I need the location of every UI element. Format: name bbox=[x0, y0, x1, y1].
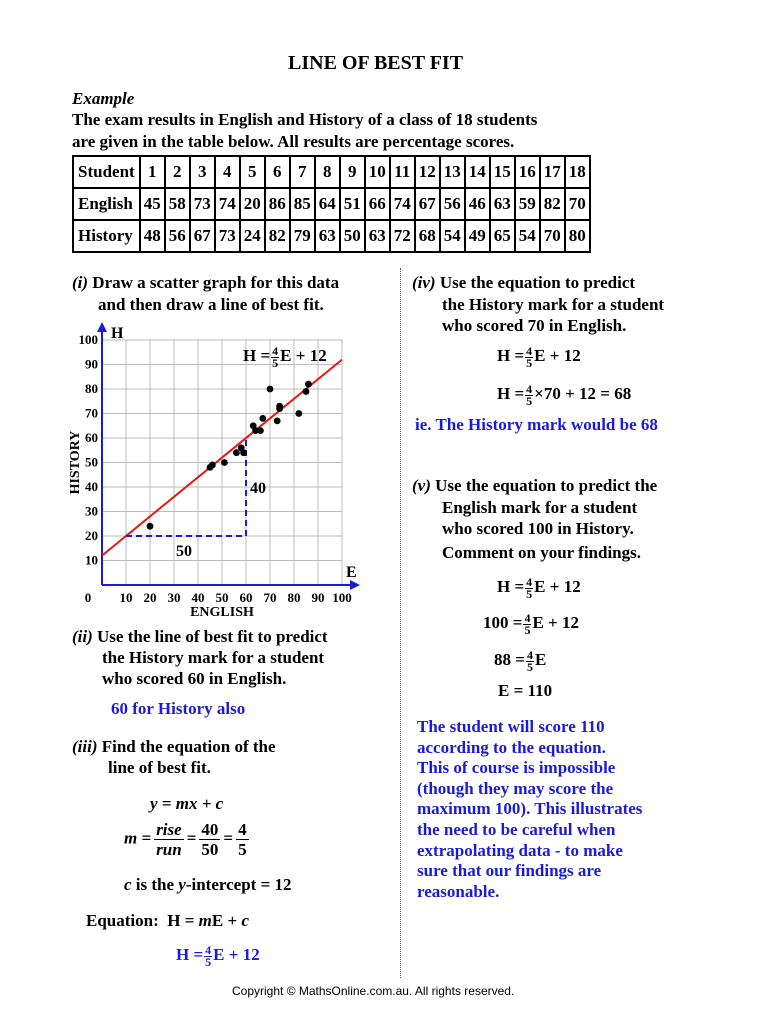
x-tick-label: 30 bbox=[167, 590, 181, 605]
data-point bbox=[233, 449, 240, 456]
intercept-value: -intercept = 12 bbox=[185, 875, 292, 894]
results-table bbox=[72, 155, 591, 253]
table-row-english bbox=[73, 188, 590, 220]
gradient-num-40: 40 bbox=[201, 820, 219, 839]
y-axis-arrow bbox=[97, 322, 107, 332]
data-point bbox=[240, 449, 247, 456]
y-axis-label: HISTORY bbox=[68, 430, 83, 495]
x-tick-label: 80 bbox=[287, 590, 301, 605]
table-cell-english: 85 bbox=[290, 188, 315, 220]
data-point bbox=[209, 462, 216, 469]
part-iii-label: (iii) bbox=[72, 737, 98, 756]
table-cell-english: 59 bbox=[515, 188, 540, 220]
x-tick-label: 100 bbox=[332, 590, 352, 605]
rise-label: 40 bbox=[250, 480, 266, 497]
table-cell-english: 66 bbox=[365, 188, 390, 220]
table-cell-student: 18 bbox=[565, 156, 590, 188]
table-cell-english: 51 bbox=[340, 188, 365, 220]
table-cell-student: 12 bbox=[415, 156, 440, 188]
v-eq3-den: 5 bbox=[526, 659, 533, 674]
run-label: run bbox=[156, 840, 182, 859]
part-v-comment bbox=[417, 717, 717, 902]
part-v-line-3: who scored 100 in History. bbox=[442, 519, 634, 538]
data-point bbox=[305, 381, 312, 388]
v-eq3-rhs: E bbox=[534, 650, 547, 669]
table-cell-english: 74 bbox=[390, 188, 415, 220]
part-iv-label: (iv) bbox=[412, 273, 436, 292]
row-label-student: Student bbox=[73, 156, 140, 188]
part-v-line-2: English mark for a student bbox=[442, 498, 638, 517]
chart-eq-rhs: E + 12 bbox=[280, 346, 327, 365]
gradient-den-5: 5 bbox=[238, 840, 247, 859]
v-eq1-num: 4 bbox=[526, 574, 533, 589]
part-i-label: (i) bbox=[72, 273, 89, 292]
part-v-eq-4: E = 110 bbox=[498, 681, 553, 700]
intercept-mid: is the bbox=[131, 875, 179, 894]
data-point bbox=[274, 417, 281, 424]
data-point bbox=[257, 427, 264, 434]
chart-eq-den: 5 bbox=[272, 355, 279, 370]
table-row-history bbox=[73, 220, 590, 252]
table-cell-student: 7 bbox=[290, 156, 315, 188]
part-iii-line-1: Find the equation of the bbox=[101, 737, 276, 756]
part-iv-eq-1 bbox=[497, 345, 581, 369]
x-axis-label: ENGLISH bbox=[190, 605, 254, 620]
chart-eq-lhs: H = bbox=[243, 346, 271, 365]
table-cell-english: 63 bbox=[490, 188, 515, 220]
equation-m: m bbox=[198, 911, 212, 930]
intro-line-2: are given in the table below. All results are percentage scores. bbox=[72, 132, 515, 151]
data-point bbox=[276, 405, 283, 412]
v-eq1-lhs: H = bbox=[497, 577, 525, 596]
row-label-english: English bbox=[73, 188, 140, 220]
y-tick-label: 70 bbox=[85, 405, 98, 421]
scatter-chart bbox=[66, 310, 396, 620]
x-tick-label: 0 bbox=[84, 590, 92, 605]
v-eq2-rhs: E + 12 bbox=[532, 613, 579, 632]
y-axis-letter: H bbox=[111, 325, 124, 342]
v-eq3-lhs: 88 = bbox=[494, 650, 525, 669]
page-title: LINE OF BEST FIT bbox=[288, 52, 464, 74]
y-tick-label: 30 bbox=[85, 503, 98, 519]
v-eq2-num: 4 bbox=[524, 610, 531, 625]
y-tick-label: 90 bbox=[85, 356, 98, 372]
comment-line: reasonable. bbox=[417, 881, 500, 901]
table-cell-english: 67 bbox=[415, 188, 440, 220]
intro-line-1: The exam results in English and History of a class of 18 students bbox=[72, 110, 538, 129]
part-ii-line-1: Use the line of best fit to predict bbox=[97, 627, 328, 646]
part-iv-line-1: Use the equation to predict bbox=[439, 273, 636, 292]
x-tick-label: 10 bbox=[119, 590, 133, 605]
example-label: Example bbox=[72, 89, 135, 108]
table-cell-student: 16 bbox=[515, 156, 540, 188]
iv-eq2-num: 4 bbox=[526, 381, 533, 396]
comment-line: the need to be careful when bbox=[417, 819, 616, 839]
iv-eq1-den: 5 bbox=[526, 355, 533, 370]
table-cell-english: 73 bbox=[190, 188, 215, 220]
final-eq-num: 4 bbox=[205, 942, 212, 957]
table-cell-history: 72 bbox=[390, 220, 415, 252]
x-tick-label: 20 bbox=[143, 590, 157, 605]
iv-eq2-lhs: H = bbox=[497, 384, 525, 403]
part-v-eq-2 bbox=[483, 612, 579, 636]
iv-eq2-den: 5 bbox=[526, 393, 533, 408]
x-tick-label: 50 bbox=[215, 590, 229, 605]
chart-equation-label bbox=[243, 345, 327, 369]
v-eq1-rhs: E + 12 bbox=[534, 577, 581, 596]
data-point bbox=[147, 523, 154, 530]
equation-c: c bbox=[241, 911, 249, 930]
table-cell-english: 58 bbox=[165, 188, 190, 220]
comment-line: This of course is impossible bbox=[417, 758, 616, 778]
table-cell-history: 70 bbox=[540, 220, 565, 252]
table-cell-student: 14 bbox=[465, 156, 490, 188]
comment-line: sure that our findings are bbox=[417, 861, 602, 881]
table-cell-history: 67 bbox=[190, 220, 215, 252]
part-iii-question bbox=[72, 736, 276, 757]
run-label: 50 bbox=[176, 543, 192, 560]
table-cell-history: 82 bbox=[265, 220, 290, 252]
comment-line: according to the equation. bbox=[417, 737, 606, 757]
part-ii-answer: 60 for History also bbox=[111, 699, 246, 718]
table-cell-english: 46 bbox=[465, 188, 490, 220]
y-tick-label: 100 bbox=[78, 332, 98, 347]
x-axis-letter: E bbox=[346, 564, 357, 581]
data-point bbox=[221, 459, 228, 466]
equation-mid: E + bbox=[211, 911, 242, 930]
part-i-question bbox=[72, 272, 339, 293]
comment-line: (though they may score the bbox=[417, 778, 614, 798]
y-tick-label: 80 bbox=[85, 381, 98, 396]
data-point bbox=[295, 410, 302, 417]
intercept-y: y bbox=[178, 875, 186, 894]
part-v-label: (v) bbox=[412, 476, 431, 495]
v-eq2-den: 5 bbox=[524, 622, 531, 637]
table-cell-history: 50 bbox=[340, 220, 365, 252]
table-cell-history: 79 bbox=[290, 220, 315, 252]
table-cell-english: 45 bbox=[140, 188, 165, 220]
table-cell-student: 3 bbox=[190, 156, 215, 188]
part-iv-line-3: who scored 70 in English. bbox=[442, 316, 627, 335]
table-cell-student: 15 bbox=[490, 156, 515, 188]
column-divider bbox=[400, 268, 401, 978]
table-cell-student: 4 bbox=[215, 156, 240, 188]
part-v-question bbox=[412, 475, 657, 496]
table-cell-student: 5 bbox=[240, 156, 265, 188]
table-cell-student: 6 bbox=[265, 156, 290, 188]
data-point bbox=[303, 388, 310, 395]
x-tick-label: 60 bbox=[239, 590, 253, 605]
table-cell-english: 56 bbox=[440, 188, 465, 220]
table-cell-history: 63 bbox=[315, 220, 340, 252]
gradient-den-50: 50 bbox=[201, 840, 219, 859]
part-ii-label: (ii) bbox=[72, 627, 93, 646]
gradient-num-4: 4 bbox=[238, 820, 247, 839]
part-i-line-1: Draw a scatter graph for this data bbox=[92, 273, 340, 292]
part-ii-line-3: who scored 60 in English. bbox=[102, 669, 287, 688]
table-cell-english: 82 bbox=[540, 188, 565, 220]
table-cell-student: 17 bbox=[540, 156, 565, 188]
table-cell-student: 13 bbox=[440, 156, 465, 188]
part-iv-question bbox=[412, 272, 635, 293]
comment-line: maximum 100). This illustrates bbox=[417, 799, 643, 819]
table-cell-english: 64 bbox=[315, 188, 340, 220]
table-cell-history: 63 bbox=[365, 220, 390, 252]
y-tick-label: 10 bbox=[85, 552, 98, 568]
part-iv-eq-2 bbox=[497, 383, 631, 407]
y-tick-label: 20 bbox=[85, 528, 98, 543]
table-cell-student: 11 bbox=[390, 156, 415, 188]
comment-line: The student will score 110 bbox=[417, 717, 605, 736]
table-cell-student: 9 bbox=[340, 156, 365, 188]
part-ii-question bbox=[72, 626, 328, 647]
table-cell-english: 20 bbox=[240, 188, 265, 220]
y-tick-label: 40 bbox=[85, 479, 98, 494]
table-cell-history: 54 bbox=[515, 220, 540, 252]
final-eq-den: 5 bbox=[205, 954, 212, 969]
table-row-student bbox=[73, 156, 590, 188]
table-cell-student: 1 bbox=[140, 156, 165, 188]
row-label-history: History bbox=[73, 220, 140, 252]
part-iii-line-2: line of best fit. bbox=[108, 758, 211, 777]
final-eq-lhs: H = bbox=[176, 945, 204, 964]
v-eq1-den: 5 bbox=[526, 586, 533, 601]
x-axis-arrow bbox=[350, 580, 360, 590]
intercept-c: c bbox=[124, 875, 132, 894]
copyright-footer: Copyright © MathsOnline.com.au. All rights reserved. bbox=[232, 984, 515, 998]
v-eq3-num: 4 bbox=[526, 647, 533, 662]
part-v-line-4: Comment on your findings. bbox=[442, 543, 641, 562]
table-cell-english: 74 bbox=[215, 188, 240, 220]
table-cell-history: 56 bbox=[165, 220, 190, 252]
table-cell-history: 65 bbox=[490, 220, 515, 252]
part-v-eq-1 bbox=[497, 576, 581, 600]
part-i-line-2: and then draw a line of best fit. bbox=[98, 295, 324, 314]
iv-eq1-rhs: E + 12 bbox=[534, 346, 581, 365]
rise-label: rise bbox=[154, 820, 184, 840]
equation-pre: Equation: H = bbox=[86, 911, 199, 930]
iv-eq2-rhs: ×70 + 12 = 68 bbox=[534, 384, 632, 403]
iv-eq1-num: 4 bbox=[526, 343, 533, 358]
data-point bbox=[259, 415, 266, 422]
table-cell-student: 10 bbox=[365, 156, 390, 188]
table-cell-history: 24 bbox=[240, 220, 265, 252]
part-v-line-1: Use the equation to predict the bbox=[435, 476, 658, 495]
table-cell-english: 86 bbox=[265, 188, 290, 220]
iv-eq1-lhs: H = bbox=[497, 346, 525, 365]
part-v-eq-3 bbox=[494, 649, 546, 673]
table-cell-student: 8 bbox=[315, 156, 340, 188]
part-iv-line-2: the History mark for a student bbox=[442, 295, 665, 314]
part-ii-line-2: the History mark for a student bbox=[102, 648, 325, 667]
table-cell-history: 49 bbox=[465, 220, 490, 252]
final-equation bbox=[176, 944, 260, 968]
comment-line: extrapolating data - to make bbox=[417, 840, 623, 860]
intercept-line bbox=[124, 874, 292, 895]
gradient-calculation: m = $\frac{\text{rise}}{\text{run}}$ = $\frac{40}{50}$ = $\frac{4}{5}$ bbox=[124, 820, 247, 859]
table-cell-history: 48 bbox=[140, 220, 165, 252]
v-eq2-lhs: 100 = bbox=[483, 613, 523, 632]
x-tick-label: 70 bbox=[263, 590, 277, 605]
table-cell-history: 54 bbox=[440, 220, 465, 252]
final-eq-rhs: E + 12 bbox=[213, 945, 260, 964]
data-point bbox=[250, 422, 257, 429]
x-tick-label: 90 bbox=[311, 590, 325, 605]
gradient-lhs: m = bbox=[124, 828, 152, 848]
part-iv-answer: ie. The History mark would be 68 bbox=[415, 415, 658, 434]
data-point bbox=[267, 386, 274, 393]
equation-line bbox=[86, 910, 249, 931]
table-cell-history: 73 bbox=[215, 220, 240, 252]
x-tick-label: 40 bbox=[191, 590, 205, 605]
y-tick-label: 60 bbox=[85, 430, 98, 445]
table-cell-history: 80 bbox=[565, 220, 590, 252]
general-equation: y = mx + c bbox=[150, 794, 224, 813]
table-cell-history: 68 bbox=[415, 220, 440, 252]
table-cell-student: 2 bbox=[165, 156, 190, 188]
y-tick-label: 50 bbox=[85, 454, 98, 470]
table-cell-english: 70 bbox=[565, 188, 590, 220]
chart-eq-num: 4 bbox=[272, 343, 279, 358]
